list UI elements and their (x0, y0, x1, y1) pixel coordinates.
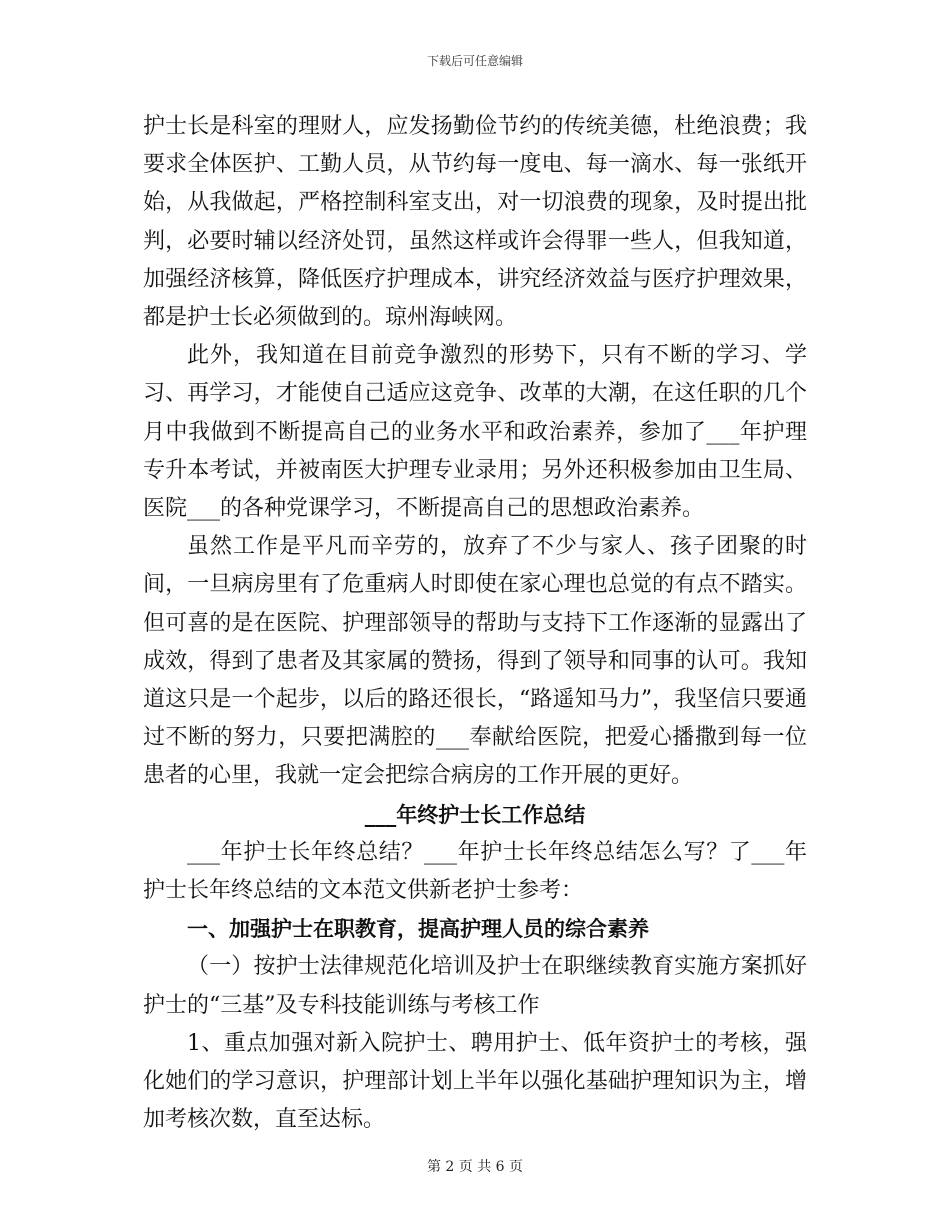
paragraph-item-1: 1、重点加强对新入院护士、聘用护士、低年资护士的考核，强化她们的学习意识，护理部计划上半年以强化基础护理知识为主，增加考核次数，直至达标。 (143, 1030, 807, 1133)
page-header: 下载后可任意编辑 (426, 54, 523, 68)
paragraph-subsection: （一）按护士法律规范化培训及护士在职继续教育实施方案抓好护士的“三基”及专科技能训练与考核工作 (143, 954, 807, 1018)
paragraph-thrift: 护士长是科室的理财人，应发扬勤俭节约的传统美德，杜绝浪费；我要求全体医护、工勤人员，从节约每一度电、每一滴水、每一张纸开始，从我做起，严格控制科室支出，对一切浪费的现象，及时提出批判，必要时辅以经济处罚，虽然这样或许会得罪一些人，但我知道，加强经济核算，降低医疗护理成本，讲究经济效益与医疗护理效果，都是护士长必须做到的。琼州海峡网。 (143, 114, 807, 331)
paragraph-work: 虽然工作是平凡而辛劳的，放弃了不少与家人、孩子团聚的时间，一旦病房里有了危重病人时即使在家心理也总觉的有点不踏实。但可喜的是在医院、护理部领导的帮助与支持下工作逐渐的显露出了成效，得到了患者及其家属的赞扬，得到了领导和同事的认可。我知道这只是一个起步，以后的路还很长，“路遥知马力”，我坚信只要通过不断的努力，只要把满腔的___奉献给医院，把爱心播撒到每一位患者的心里，我就一定会把综合病房的工作开展的更好。 (143, 534, 807, 789)
paragraph-intro: ___年护士长年终总结？___年护士长年终总结怎么写？了___年护士长年终总结的文本范文供新老护士参考： (143, 839, 807, 904)
document-title: ___年终护士长工作总结 (364, 802, 586, 827)
page-footer: 第 2 页 共 6 页 (426, 1159, 524, 1175)
paragraph-study: 此外，我知道在目前竞争激烈的形势下，只有不断的学习、学习、再学习，才能使自己适应这竞争、改革的大潮，在这任职的几个月中我做到不断提高自己的业务水平和政治素养，参加了___年护理专升本考试，并被南医大护理专业录用；另外还积极参加由卫生局、医院___的各种党课学习，不断提高自己的思想政治素养。 (143, 343, 807, 522)
document-body (143, 108, 807, 1139)
section-heading: 一、加强护士在职教育，提高护理人员的综合素养 (187, 917, 649, 942)
